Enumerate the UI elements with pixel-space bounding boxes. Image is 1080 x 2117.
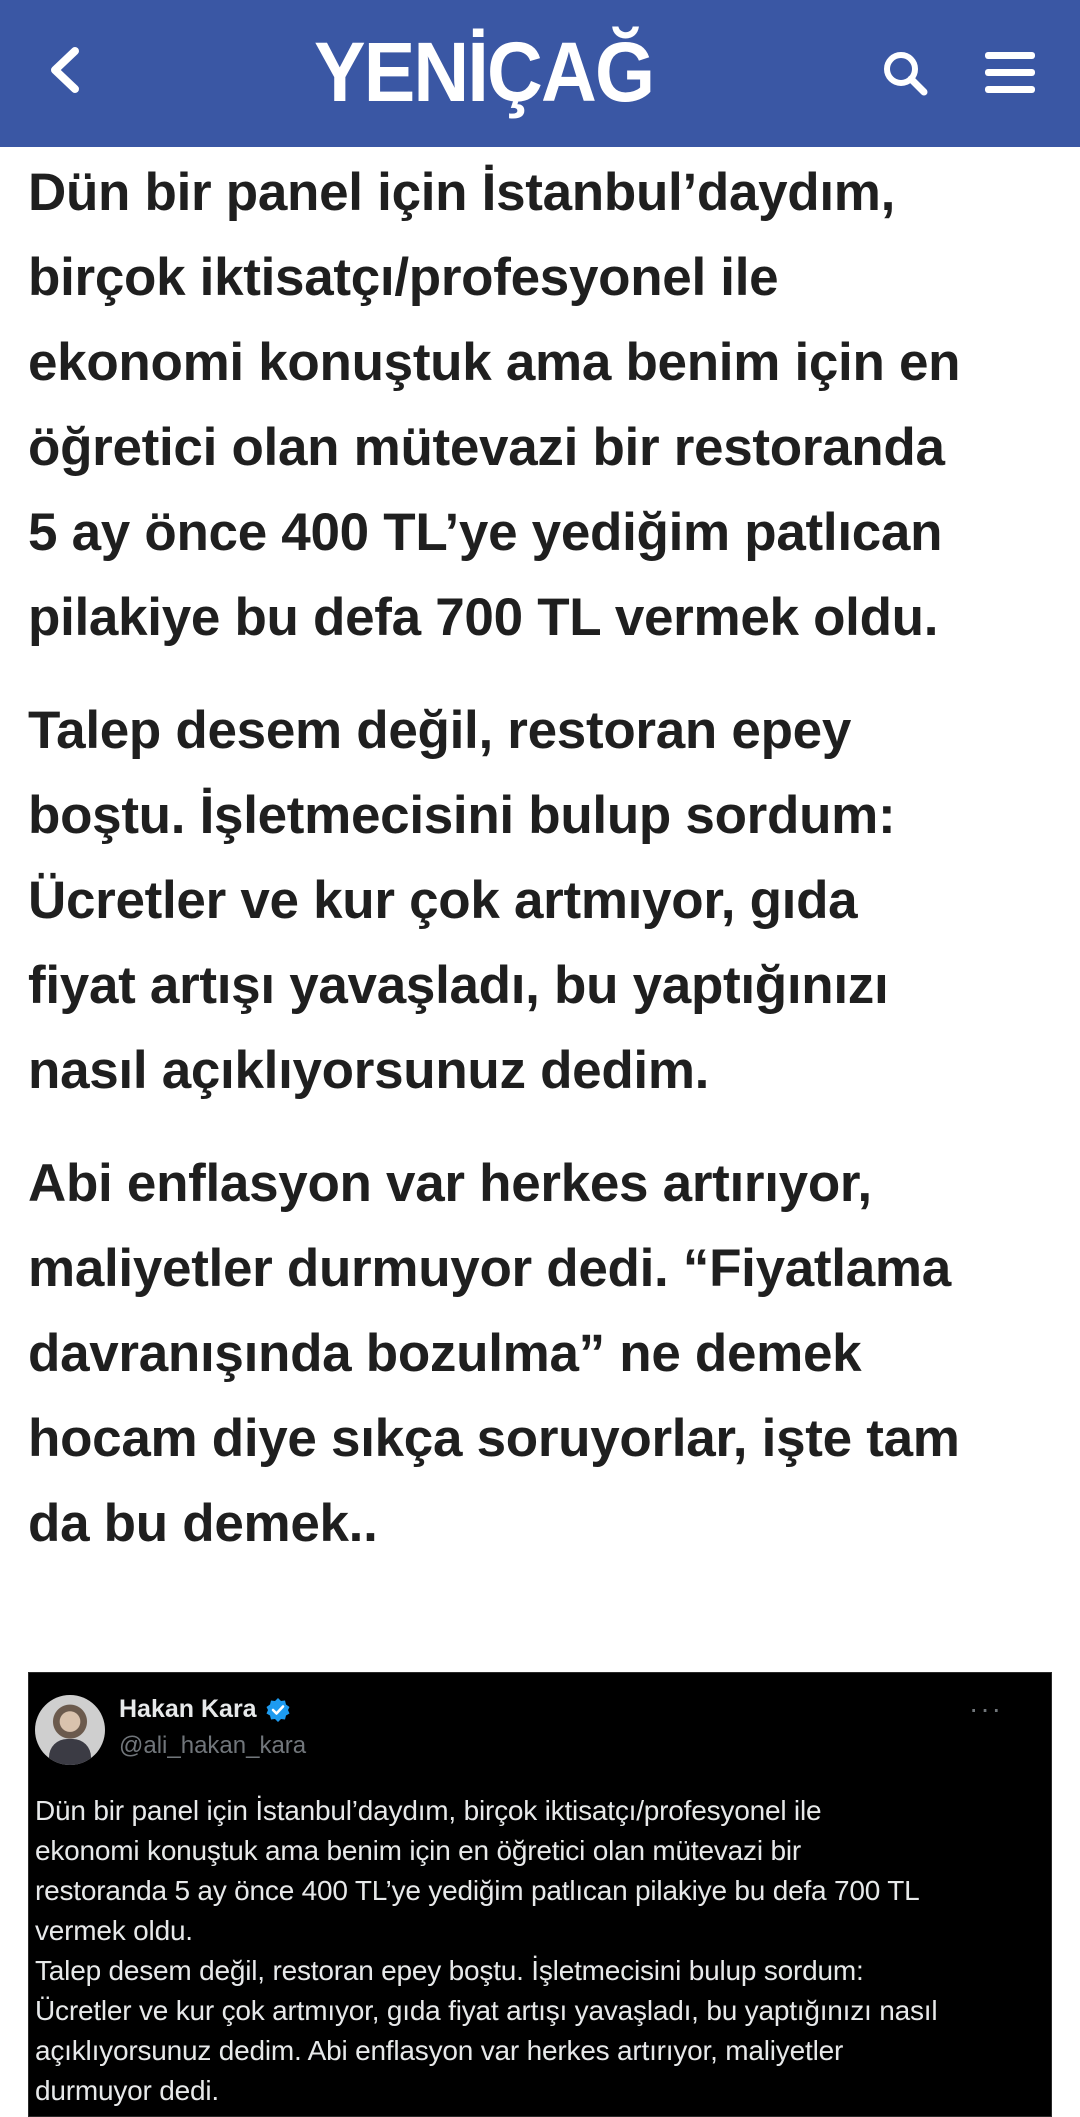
logo-text: YENİÇAĞ <box>314 25 654 119</box>
article-paragraph: Talep desem değil, restoran epey boştu. İşletmecisini bulup sordum: Ücretler ve kur çok artmıyor, gıda fiyat artışı yavaşladı, bu yaptığınızı nasıl açıklıyorsunuz dedim. <box>28 701 896 1100</box>
hamburger-menu-icon <box>983 50 1037 96</box>
article-body <box>28 150 1058 1566</box>
more-options-icon[interactable]: ··· <box>969 1693 1003 1724</box>
verified-badge-icon <box>265 1697 291 1723</box>
avatar[interactable] <box>35 1695 105 1765</box>
menu-button[interactable] <box>975 38 1045 108</box>
search-icon <box>880 48 930 98</box>
search-button[interactable] <box>870 38 940 108</box>
back-button[interactable] <box>30 30 100 110</box>
tweet-text: Dün bir panel için İstanbul’daydım, birçok iktisatçı/profesyonel ile ekonomi konuştuk ama benim için en öğretici olan mütevazi bir restoranda 5 ay önce 400 TL’ye yediğim patlıcan pilakiye bu defa 700 TL vermek oldu. Talep desem değil, restoran epey boştu. İşletmecisini bulup sordum: Ücretler ve kur çok artmıyor, gıda fiyat artışı yavaşladı, bu yaptığınızı nasıl açıklıyorsunuz dedim. Abi enflasyon var herkes artırıyor, maliyetler durmuyor dedi. <box>35 1795 938 2106</box>
chevron-left-icon <box>45 45 85 95</box>
author-name-text: Hakan Kara <box>119 1695 257 1723</box>
site-header <box>0 0 1080 147</box>
tweet-author-handle[interactable]: @ali_hakan_kara <box>119 1732 307 1759</box>
article-paragraph: Dün bir panel için İstanbul’daydım, birçok iktisatçı/profesyonel ile ekonomi konuştuk ama benim için en öğretici olan mütevazi bir restoranda 5 ay önce 400 TL’ye yediğim patlıcan pilakiye bu defa 700 TL vermek oldu. <box>28 163 961 647</box>
tweet-author-name[interactable] <box>119 1695 291 1724</box>
article-paragraph: Abi enflasyon var herkes artırıyor, maliyetler durmuyor dedi. “Fiyatlama davranışında bozulma” ne demek hocam diye sıkça soruyorlar, işte tam da bu demek.. <box>28 1154 960 1553</box>
embedded-tweet[interactable] <box>28 1672 1052 2117</box>
site-logo[interactable] <box>310 22 670 122</box>
